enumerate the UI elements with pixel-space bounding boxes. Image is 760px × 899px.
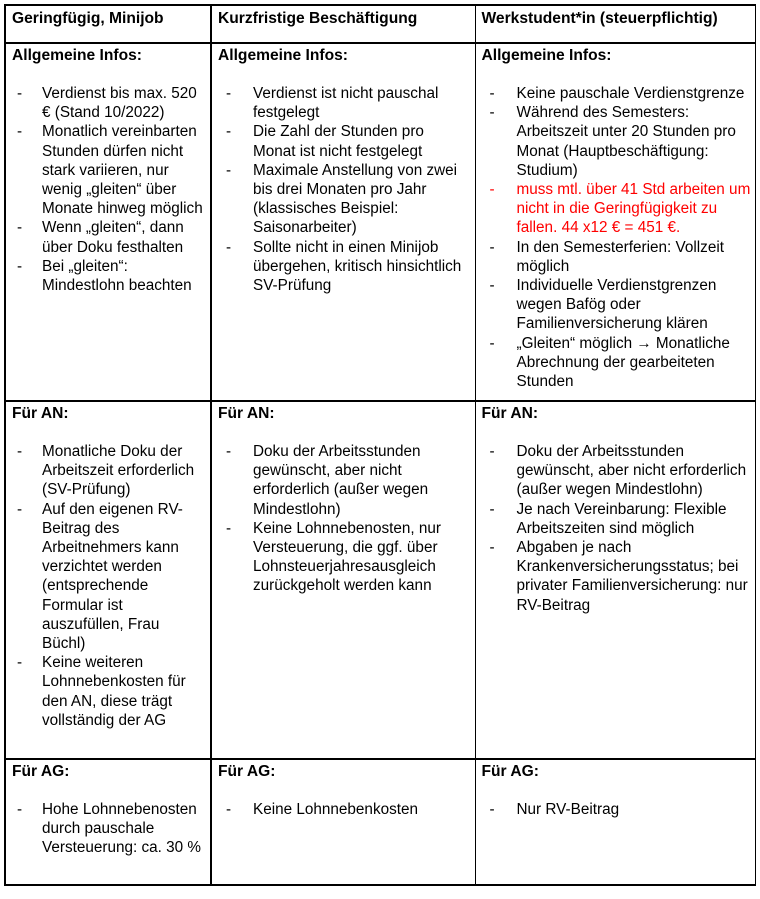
general-info-list: [482, 84, 751, 391]
for-employee-title: Für AN:: [481, 405, 539, 422]
for-employer-title: Für AG:: [218, 763, 276, 780]
for-employee-list: [12, 442, 206, 730]
general-info-list: [12, 84, 206, 295]
list-item: [218, 122, 471, 160]
list-item: [482, 442, 751, 500]
list-item: [482, 180, 751, 238]
for-employee-title: Für AN:: [218, 405, 275, 422]
bullet-dash-icon: -: [489, 801, 495, 818]
for-employer-cell: [211, 759, 475, 885]
comparison-table: [4, 4, 756, 886]
bullet-dash-icon: -: [226, 85, 232, 102]
bullet-dash-icon: -: [489, 104, 495, 122]
list-item: [218, 238, 471, 296]
bullet-dash-icon: -: [17, 654, 23, 672]
header-minijob: Geringfügig, Minijob: [5, 5, 211, 43]
item-text: Bei „gleiten“: Mindestlohn beachten: [42, 257, 192, 295]
item-text: Monatlich vereinbarten Stunden dürfen nicht stark variieren, nur wenig „gleiten“ über Monate hinweg möglich: [42, 123, 203, 218]
general-info-cell: [475, 43, 755, 401]
list-item: [482, 103, 751, 180]
for-employer-list: [218, 800, 471, 819]
employer-row: [5, 759, 755, 885]
for-employee-list: [482, 442, 751, 615]
general-info-title: Allgemeine Infos:: [218, 47, 348, 64]
bullet-dash-icon: -: [489, 277, 495, 295]
item-text: Keine weiteren Lohnnebenkosten für den AN, diese trägt vollständig der AG: [42, 654, 186, 729]
bullet-dash-icon: -: [226, 801, 232, 818]
list-item: [218, 84, 471, 122]
bullet-dash-icon: -: [17, 801, 23, 818]
bullet-dash-icon: -: [489, 238, 495, 256]
list-item: [12, 84, 206, 122]
list-item: [218, 161, 471, 238]
list-item: [12, 500, 206, 654]
item-text: Verdienst bis max. 520 € (Stand 10/2022): [42, 85, 197, 122]
item-text: Keine Lohnnebenosten, nur Versteuerung, die ggf. über Lohnsteuerjahresausgleich zurückgeholt werden kann: [253, 519, 441, 595]
header-werkstudent: Werkstudent*in (steuerpflichtig): [475, 5, 755, 43]
bullet-dash-icon: -: [489, 500, 495, 518]
list-item: [482, 500, 751, 538]
bullet-dash-icon: -: [17, 123, 23, 141]
bullet-dash-icon: -: [489, 181, 495, 199]
for-employee-title: Für AN:: [12, 405, 69, 422]
list-item: [12, 122, 206, 218]
bullet-dash-icon: -: [17, 257, 23, 275]
item-text: muss mtl. über 41 Std arbeiten um nicht in die Geringfügigkeit zu fallen. 44 x12 € = 451 €.: [516, 181, 751, 237]
item-text: Abgaben je nach Krankenversicherungsstatus; bei privater Familienversicherung: nur RV-Beitrag: [516, 539, 748, 614]
bullet-dash-icon: -: [17, 443, 23, 460]
item-text: Auf den eigenen RV-Beitrag des Arbeitnehmers kann verzichtet werden (entsprechende Formular ist auszufüllen, Frau Büchl): [42, 500, 183, 653]
bullet-dash-icon: -: [226, 123, 232, 141]
for-employee-cell: [211, 401, 475, 759]
item-text: „Gleiten“ möglich → Monatliche Abrechnung der gearbeiteten Stunden: [516, 334, 730, 391]
for-employer-cell: [475, 759, 755, 885]
item-text: Doku der Arbeitsstunden gewünscht, aber nicht erforderlich (außer wegen Mindestlohn): [253, 443, 429, 518]
bullet-dash-icon: -: [489, 85, 495, 102]
list-item: [482, 334, 751, 392]
bullet-dash-icon: -: [226, 443, 232, 460]
item-text: Keine Lohnnebenkosten: [253, 801, 419, 818]
header-row: [5, 5, 755, 43]
list-item: [482, 276, 751, 334]
general-info-list: [218, 84, 471, 295]
bullet-dash-icon: -: [17, 500, 23, 518]
list-item: [218, 519, 471, 596]
item-text: Monatliche Doku der Arbeitszeit erforderlich (SV-Prüfung): [42, 443, 195, 499]
for-employee-cell: [475, 401, 755, 759]
item-text: Wenn „gleiten“, dann über Doku festhalten: [42, 219, 184, 256]
for-employer-title: Für AG:: [481, 763, 539, 780]
list-item: [12, 800, 206, 858]
list-item: [482, 538, 751, 615]
item-text: Sollte nicht in einen Minijob übergehen, kritisch hinsichtlich SV-Prüfung: [253, 238, 462, 295]
bullet-dash-icon: -: [489, 539, 495, 557]
item-text: Die Zahl der Stunden pro Monat ist nicht festgelegt: [253, 123, 424, 160]
general-info-cell: [5, 43, 211, 401]
for-employer-cell: [5, 759, 211, 885]
for-employer-title: Für AG:: [12, 763, 70, 780]
item-text: Je nach Vereinbarung: Flexible Arbeitszeiten sind möglich: [516, 500, 727, 537]
for-employer-list: [482, 800, 751, 819]
item-text: Individuelle Verdienstgrenzen wegen Bafög oder Familienversicherung klären: [516, 277, 717, 333]
list-item: [482, 800, 751, 819]
item-text: Hohe Lohnnebenosten durch pauschale Versteuerung: ca. 30 %: [42, 801, 202, 857]
bullet-dash-icon: -: [226, 519, 232, 537]
list-item: [482, 238, 751, 276]
list-item: [218, 442, 471, 519]
general-info-title: Allgemeine Infos:: [12, 47, 142, 64]
general-info-title: Allgemeine Infos:: [481, 47, 612, 64]
item-text: Maximale Anstellung von zwei bis drei Monaten pro Jahr (klassisches Beispiel: Saisonarbeiter): [253, 161, 458, 237]
general-info-row: [5, 43, 755, 401]
list-item: [12, 653, 206, 730]
bullet-dash-icon: -: [17, 85, 23, 102]
bullet-dash-icon: -: [489, 334, 495, 352]
list-item: [12, 257, 206, 295]
list-item: [218, 800, 471, 819]
for-employee-list: [218, 442, 471, 596]
bullet-dash-icon: -: [226, 161, 232, 179]
list-item: [12, 218, 206, 256]
item-text: Keine pauschale Verdienstgrenze: [516, 85, 745, 102]
item-text: In den Semesterferien: Vollzeit möglich: [516, 238, 724, 275]
employee-row: [5, 401, 755, 759]
list-item: [12, 442, 206, 500]
item-text: Während des Semesters: Arbeitszeit unter 20 Stunden pro Monat (Hauptbeschäftigung: Studium): [516, 104, 736, 179]
for-employer-list: [12, 800, 206, 858]
item-text: Doku der Arbeitsstunden gewünscht, aber nicht erforderlich (außer wegen Mindestlohn): [516, 443, 747, 499]
for-employee-cell: [5, 401, 211, 759]
item-text: Verdienst ist nicht pauschal festgelegt: [253, 85, 439, 122]
header-kurzfristig: Kurzfristige Beschäftigung: [211, 5, 475, 43]
bullet-dash-icon: -: [489, 443, 495, 460]
general-info-cell: [211, 43, 475, 401]
item-text: Nur RV-Beitrag: [516, 801, 620, 818]
bullet-dash-icon: -: [226, 238, 232, 256]
bullet-dash-icon: -: [17, 219, 23, 237]
list-item: [482, 84, 751, 103]
